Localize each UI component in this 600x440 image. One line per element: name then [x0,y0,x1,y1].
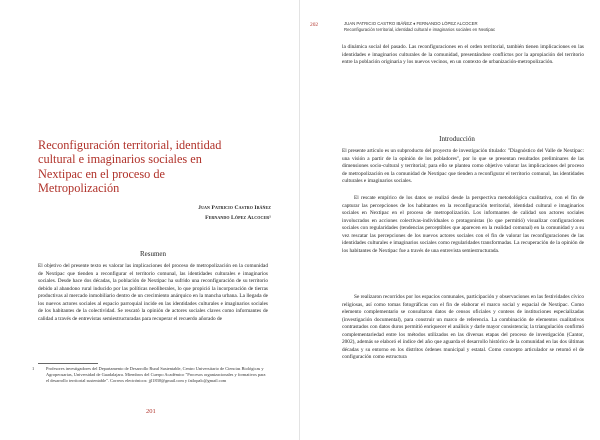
page-number-right: 202 [310,22,319,28]
article-title: Reconfiguración territorial, identidad cultural e imaginarios sociales en Nextipac en el proceso de Metropolización [38,138,222,196]
running-head [344,21,495,33]
footnote-mark: 1 [32,366,35,371]
right-page [300,0,600,440]
continued-paragraph: la dinámica social del pasado. Las reconfiguraciones en el orden territorial, también tienen implicaciones en las identidades e imaginarios culturales de la comunidad, presentándose conflictos por la apropiación del territorio entre la población originaria y los nuevos vecinos, en un contexto de urbanización-metropolización. [342,44,584,65]
author-1: Juan Patricio Castro Ibáñez [198,205,271,211]
introduction-heading: Introducción [439,135,475,143]
abstract-heading: Resumen [139,250,167,258]
footnote-text: Profesores investigadores del Departamento de Desarrollo Rural Sustentable, Centro Universitario de Ciencias Biológicas y Agropecuarias, Universidad de Guadalajara. Miembros del Cuerpo Académico "Procesos organizacionales y formativos para el desarrollo territorial sustentable". Correos electrónicos: jjl1830@gmail.com y fatlopalc@gmail.com [46,366,266,383]
author-2: Fernando López Alcocer¹ [205,215,271,221]
footnote [32,366,268,384]
intro-paragraph-2: El rescate empírico de los datos se realizó desde la perspectiva metodológica cualitativa, con el fin de capturar las percepciones de los habitantes en la reconfiguración territorial, identidad cultural e imaginarios sociales en Nextipac en el proceso de metropolización. Los informantes de calidad son actores sociales involucrados en acciones colectivas-individuales o protagonistas (lo que permitió) visualizar configuraciones sociales con regularidades (tendencias perceptibles que aparecen en la realidad comunal) en la comunidad y a su vez rescatar las percepciones de los nuevos actores sociales con el fin de valorar las reconfiguraciones de las identidades culturales e imaginarios sociales como regularidades transformadas. La recuperación de la opinión de los habitantes de Nextipac fue a través de una entrevista semiestructurada. [342,195,584,254]
running-head-authors: JUAN PATRICIO CASTRO IBÁÑEZ ♦ FERNANDO LÓPEZ ALCOCER [344,21,478,26]
footnote-divider [38,363,98,364]
intro-paragraph-1: El presente artículo es un subproducto del proyecto de investigación titulado: "Diagnóstico del Valle de Nextipac: una visión a partir de la opinión de los pobladores", por lo que se presentan resultados preliminares de las dimensiones socio-cultural y territorial; para ello se plantea como objetivo valorar las implicaciones del proceso de metropolización en la comunidad de Nextipac que tienden a reconfigurar el territorio comunal, las identidades culturales e imaginarios sociales. [342,148,584,184]
page-number-left: 201 [146,408,156,415]
abstract-text: El objetivo del presente texto es valorar las implicaciones del proceso de metropolización en la comunidad de Nextipac que tienden a reconfigurar el territorio comunal, las identidades culturales e imaginarios sociales. Desde hace dos décadas, la población de Nextipac ha sufrido una reconfiguración de su territorio debido al abandono rural inducido por las políticas neoliberales, lo que propició la incorporación de tierras productivas al mercado inmobiliario dentro de un crecimiento anárquico en la mancha urbana. La llegada de los nuevos actores sociales al espacio parroquial incide en las identidades culturales e imaginarios sociales de los habitantes de la colectividad. Se rescató la opinión de actores sociales claves como informantes de calidad a través de entrevistas semiestructuradas para recuperar el recuerdo añorado de [38,263,268,322]
running-head-title: Reconfiguración territorial, identidad cultural e imaginarios sociales en Nextipac [344,27,496,32]
intro-paragraph-3: Se realizaron recorridos por los espacios comunales, participación y observaciones en las festividades cívico religiosas, así como tomas fotográficas con el fin de elaborar el marco social y espacial de Nextipac. Como elemento complementario se consultaron datos de censos oficiales y conteos de instituciones especializadas (investigación documental), para construir un marco de referencia. La combinación de elementos cualitativos contrastados con datos duros permitió enriquecer el análisis y darle mayor consistencia; la triangulación confirmó complementariedad entre los métodos utilizados en las diversas etapas del proceso de investigación (Cantor, 2002), además se elaboró el índice del año que aguarda el desarrollo histórico de la comunidad en las dos últimas décadas y su entorno en los distritos órdenes municipal y estatal. Como concepto articulador se retomó el de configuración como estructura [342,294,584,360]
